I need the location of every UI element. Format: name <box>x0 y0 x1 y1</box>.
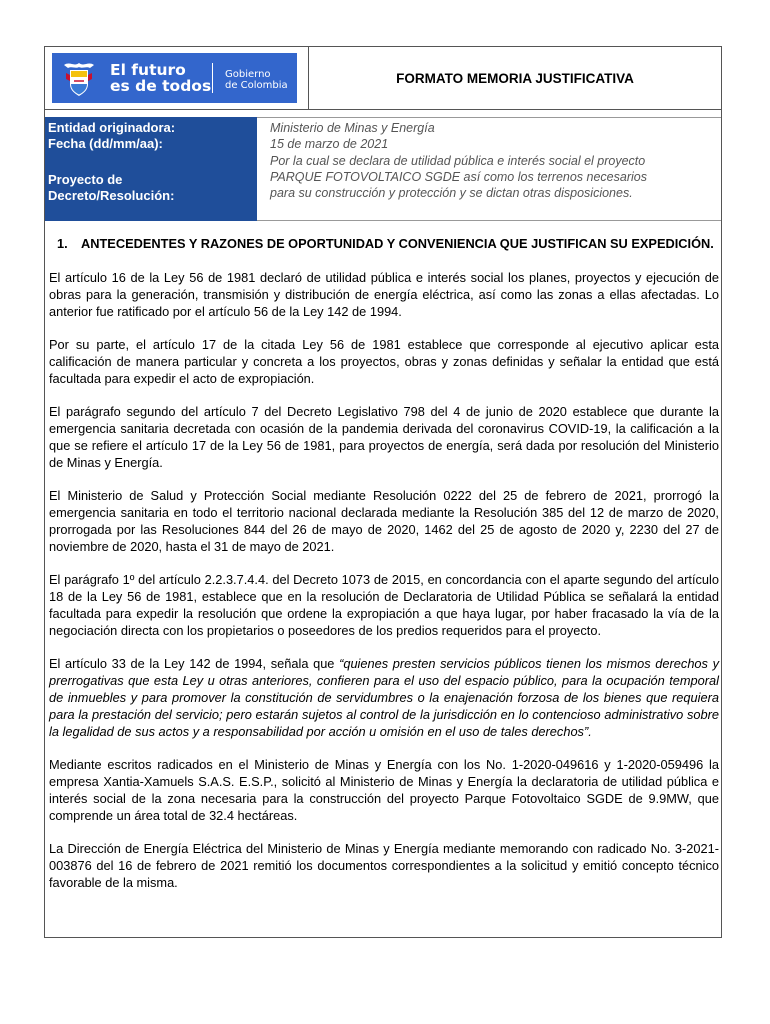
label-proyecto-1: Proyecto de <box>48 172 123 187</box>
label-proyecto-2: Decreto/Resolución: <box>48 188 175 203</box>
government-logo <box>52 53 297 103</box>
gov-label <box>225 69 288 91</box>
paragraph-4: El Ministerio de Salud y Protección Social mediante Resolución 0222 del 25 de febrero de 2021, prorrogó la emergencia sanitaria en todo el territorio nacional declarada mediante la Resolución 385 del 12 de marzo de 2020, prorrogada por las Resoluciones 844 del 26 de mayo de 2020, 1462 del 25 de agosto de 2020 y, 2230 del 27 de noviembre de 2020, hasta el 31 de mayo de 2021. <box>49 487 719 554</box>
paragraph-6-intro: El artículo 33 de la Ley 142 de 1994, señala que <box>49 655 340 671</box>
document-header <box>45 47 721 110</box>
logo-divider <box>212 63 213 93</box>
section-title: ANTECEDENTES Y RAZONES DE OPORTUNIDAD Y CONVENIENCIA QUE JUSTIFICAN SU EXPEDICIÓN. <box>81 236 714 251</box>
value-fecha: 15 de marzo de 2021 <box>270 137 389 151</box>
logo-slogan <box>110 62 211 94</box>
value-proyecto-1: Por la cual se declara de utilidad pública e interés social el proyecto <box>270 154 646 168</box>
gov-line-1: Gobierno <box>225 69 271 80</box>
paragraph-6 <box>49 655 719 740</box>
info-values <box>257 117 721 221</box>
label-fecha: Fecha (dd/mm/aa): <box>48 136 163 151</box>
value-proyecto-3: para su construcción y protección y se dictan otras disposiciones. <box>270 186 633 200</box>
info-table <box>45 117 721 221</box>
logo-line-2: es de todos <box>110 77 212 95</box>
paragraph-3: El parágrafo segundo del artículo 7 del Decreto Legislativo 798 del 4 de junio de 2020 establece que durante la emergencia sanitaria decretada con ocasión de la pandemia derivada del coronavirus COVID-19, la calificación a la que se refiere el artículo 17 de la Ley 56 de 1981, para proyectos de energía, será dada por resolución del Ministerio de Minas y Energía. <box>49 403 719 470</box>
paragraph-1: El artículo 16 de la Ley 56 de 1981 declaró de utilidad pública e interés social los planes, proyectos y ejecución de obras para la generación, transmisión y distribución de energía eléctrica, así como las zonas a ellas afectadas. Lo anterior fue ratificado por el artículo 56 de la Ley 142 de 1994. <box>49 269 719 319</box>
value-proyecto-2: PARQUE FOTOVOLTAICO SGDE así como los terrenos necesarios <box>270 170 647 184</box>
logo-line-1: El futuro <box>110 61 186 79</box>
document-body <box>49 236 719 891</box>
paragraph-2: Por su parte, el artículo 17 de la citada Ley 56 de 1981 establece que corresponde al ejecutivo aplicar esta calificación de manera particular y concreta a los proyectos, obras y zonas definidas y señalar la entidad que está facultada para expedir el acto de expropiación. <box>49 336 719 386</box>
paragraph-8: La Dirección de Energía Eléctrica del Ministerio de Minas y Energía mediante memorando con radicado No. 3-2021-003876 del 16 de febrero de 2021 remitió los documentos correspondientes a la solicitud y emitió concepto técnico favorable de la misma. <box>49 840 719 890</box>
section-heading <box>57 236 719 253</box>
paragraph-6-quote: “quienes presten servicios públicos tienen los mismos derechos y prerrogativas que esta Ley u otras anteriores, confieren para el uso del espacio público, para la ocupación temporal de inmuebles y para promover la constitución de servidumbres o la enajenación forzosa de los bienes que requiera para la prestación del servicio; pero estarán sujetos al control de la jurisdicción en lo contencioso administrativo sobre la legalidad de sus actos y a responsabilidad por acción u omisión en el uso de tales derechos”. <box>49 655 719 739</box>
section-number: 1. <box>57 236 68 251</box>
paragraph-5: El parágrafo 1º del artículo 2.2.3.7.4.4. del Decreto 1073 de 2015, en concordancia con el aparte segundo del artículo 18 de la Ley 56 de 1981, establece que en la resolución de Declaratoria de Utilidad Pública se señalará la entidad facultada para expedir la resolución que ordene la expropiación a que haya lugar, por haber fracasado la vía de la negociación directa con los propietarios o poseedores de los predios requeridos para el proyecto. <box>49 571 719 638</box>
document-title: FORMATO MEMORIA JUSTIFICATIVA <box>396 70 634 86</box>
label-entidad: Entidad originadora: <box>48 120 176 135</box>
paragraph-7: Mediante escritos radicados en el Ministerio de Minas y Energía con los No. 1-2020-049616 y 1-2020-059496 la empresa Xantia-Xamuels S.A.S. E.S.P., solicitó al Ministerio de Minas y Energía la declaratoria de utilidad pública e interés social de la zona necesaria para la construcción del proyecto Parque Fotovoltaico SGDE de 9.9MW, que comprende un área total de 32.4 hectáreas. <box>49 756 719 823</box>
value-entidad: Ministerio de Minas y Energía <box>270 121 435 135</box>
gov-line-2: de Colombia <box>225 80 288 91</box>
info-labels <box>45 117 257 221</box>
colombia-coat-of-arms-icon <box>60 59 98 99</box>
